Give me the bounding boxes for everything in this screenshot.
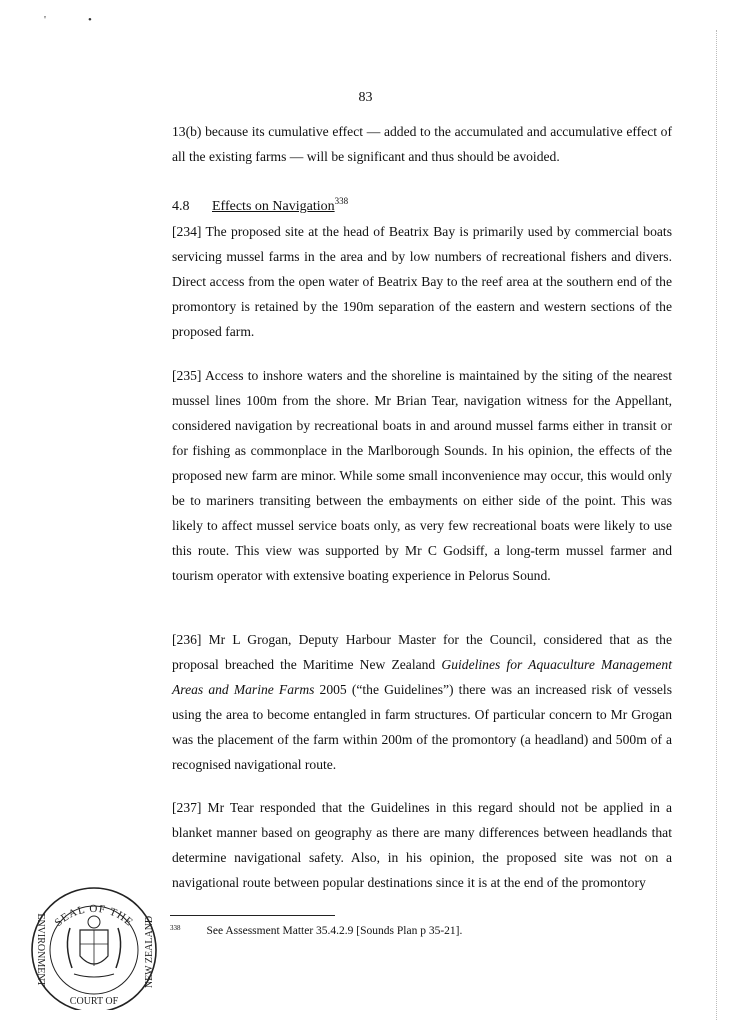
scan-speck: ' [44, 14, 46, 26]
environment-court-seal [24, 880, 164, 1010]
guidelines-title: Guidelines for Aquaculture Management Areas and Marine Farms [172, 657, 672, 697]
seal-top-text: SEAL OF THE [52, 902, 136, 929]
paragraph-237 [172, 795, 672, 895]
footnote-reference: 338 [334, 196, 349, 206]
scan-speck: • [88, 14, 92, 26]
paragraph-text: [237] Mr Tear responded that the Guidelines in this regard should not be applied in a blanket manner based on geography as there are many differences between headlands that determine navigational safety. Also, in his opinion, the proposed site was not on a navigational route between popular destinations since it is at the end of the promontory [172, 800, 672, 890]
scan-edge-line [716, 30, 717, 1020]
paragraph-text-part: 2005 (“the Guidelines”) there was an increased risk of vessels using the area to become entangled in farm structures. Of particular concern to Mr Grogan was the placement of the farm within 200m of the promontory (a headland) and 500m of a recognised navigational route. [172, 682, 672, 772]
paragraph-235 [172, 363, 672, 588]
page-number: 83 [358, 90, 373, 105]
seal-bottom-text: COURT OF [69, 996, 119, 1007]
section-heading [172, 196, 348, 215]
footnote-text: See Assessment Matter 35.4.2.9 [Sounds Plan p 35-21]. [206, 925, 463, 937]
paragraph-text [172, 627, 672, 777]
paragraph-text-part: [236] Mr L Grogan, Deputy Harbour Master for the Council, considered that as the proposal breached the Maritime New Zealand [172, 632, 672, 672]
opening-paragraph [172, 119, 672, 169]
paragraph-text: [234] The proposed site at the head of Beatrix Bay is primarily used by commercial boats servicing mussel farms in the area and by low numbers of recreational fishers and divers. Direct access from the open water of Beatrix Bay to the reef area at the southern end of the promontory is retained by the 190m separation of the eastern and western sections of the proposed farm. [172, 224, 672, 339]
seal-right-text: NEW ZEALAND [144, 915, 155, 989]
seal-left-text: ENVIRONMENT [35, 913, 46, 987]
section-title: Effects on Navigation [212, 199, 335, 214]
paragraph-text: [235] Access to inshore waters and the shoreline is maintained by the siting of the nearest mussel lines 100m from the shore. Mr Brian Tear, navigation witness for the Appellant, considered navigation by recreational boats in and around mussel farms either in transit or for fishing as commonplace in the Marlborough Sounds. In his opinion, the effects of the proposed new farm are minor. While some small inconvenience may occur, this would only be to mariners transiting between the embayments on either side of the point. This was likely to affect mussel service boats only, as very few recreational boats were likely to use this route. This view was supported by Mr C Godsiff, a long-term mussel farmer and tourism operator with extensive boating experience in Pelorus Sound. [172, 368, 672, 583]
section-number: 4.8 [172, 199, 190, 214]
footnote-number: 338 [170, 924, 181, 932]
paragraph-text: 13(b) because its cumulative effect — added to the accumulated and accumulative effect of all the existing farms — will be significant and thus should be avoided. [172, 124, 672, 164]
footnote [170, 924, 462, 937]
footnote-divider [170, 915, 335, 916]
paragraph-234 [172, 219, 672, 344]
paragraph-236 [172, 627, 672, 777]
